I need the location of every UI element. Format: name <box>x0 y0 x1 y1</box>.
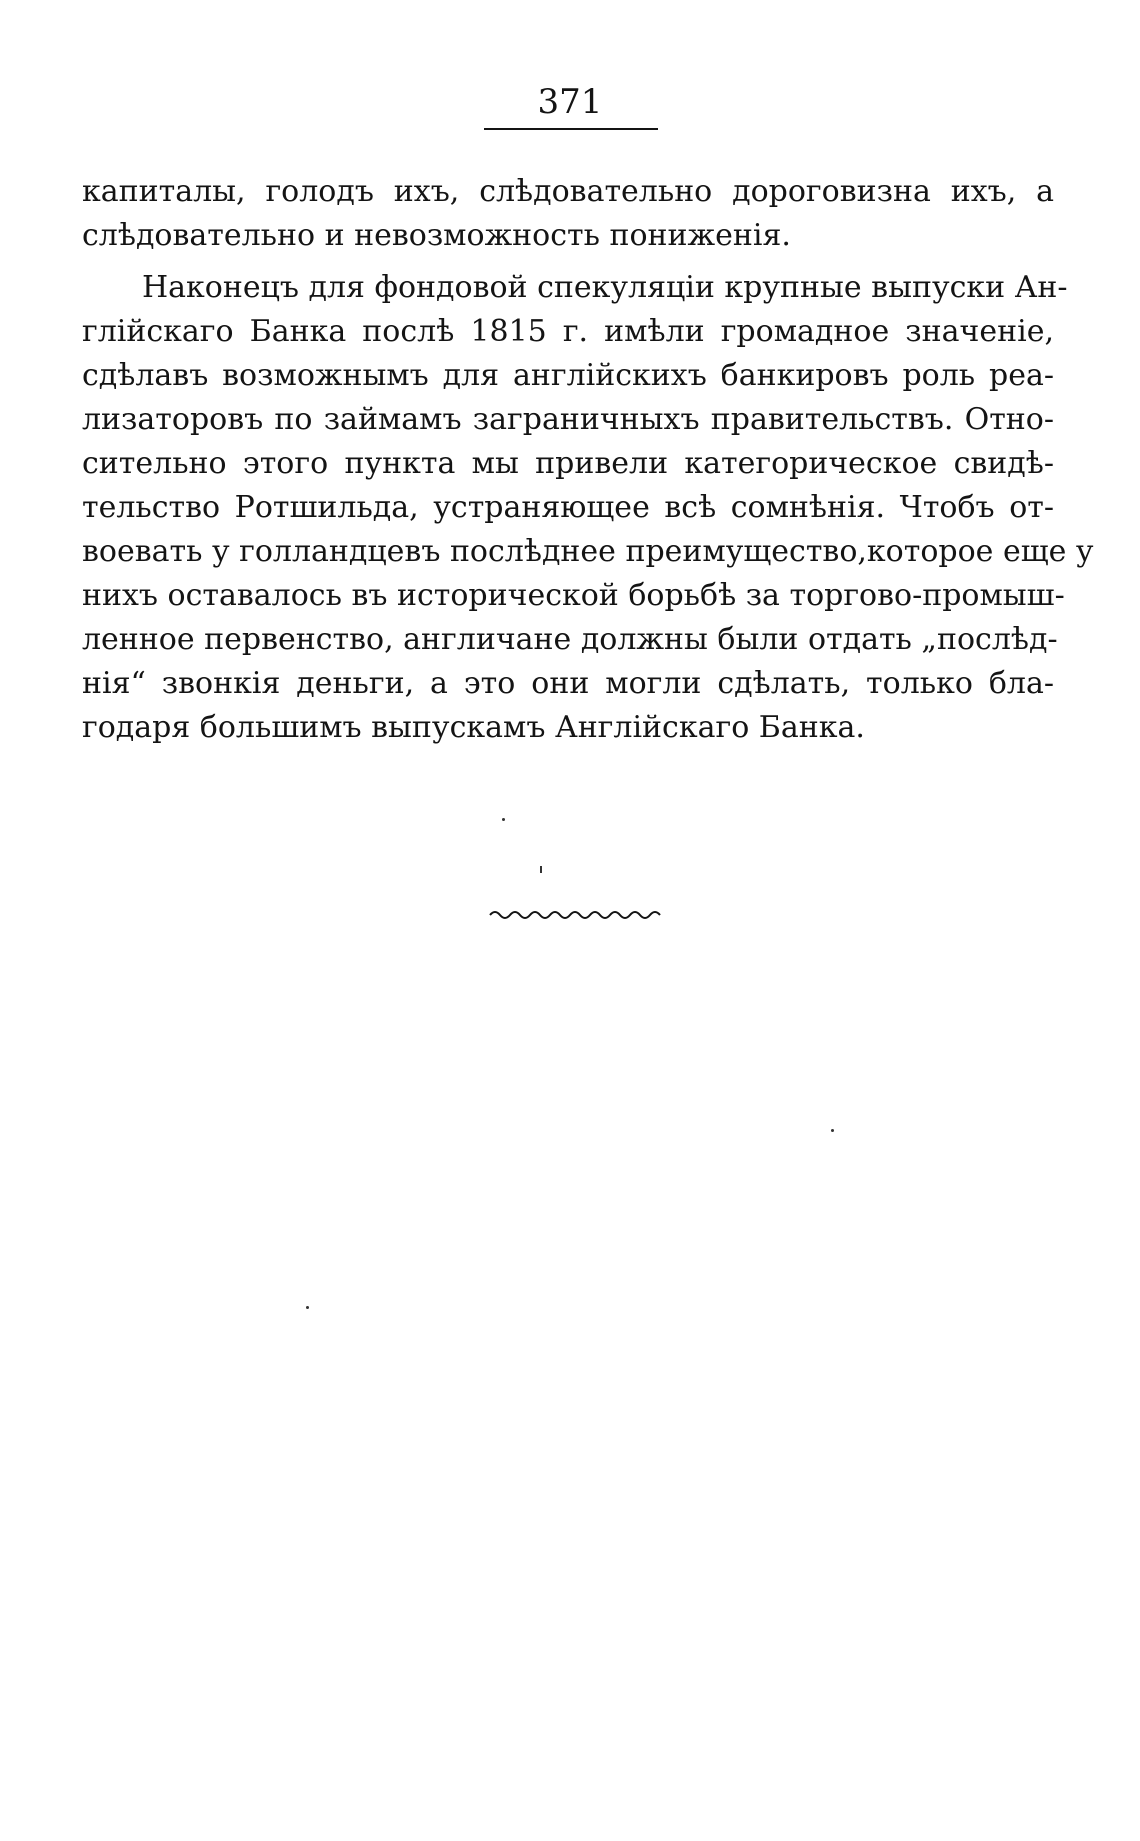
paragraph-2 <box>82 266 1094 750</box>
paper-speck <box>502 818 505 821</box>
text-line: глійскаго Банка послѣ 1815 г. имѣли громадное значеніе, <box>82 314 1054 349</box>
text-line: сдѣлавъ возможнымъ для англійскихъ банкировъ роль реа- <box>82 358 1054 393</box>
paragraph-1 <box>82 170 1054 258</box>
paper-speck <box>831 1129 834 1132</box>
wavy-line-ornament <box>488 908 664 922</box>
text-line: нія“ звонкія деньги, а это они могли сдѣлать, только бла- <box>82 666 1054 701</box>
paper-speck <box>306 1306 309 1309</box>
paper-speck <box>540 866 542 873</box>
text-line: воевать у голландцевъ послѣднее преимущество,которое еще у <box>82 534 1094 569</box>
text-line: сительно этого пункта мы привели категорическое свидѣ- <box>82 446 1054 481</box>
page-number: 371 <box>537 82 603 122</box>
text-line: слѣдовательно и невозможность пониженія. <box>82 218 791 253</box>
text-line: тельство Ротшильда, устраняющее всѣ сомнѣнія. Чтобъ от- <box>82 490 1054 525</box>
text-line: нихъ оставалось въ исторической борьбѣ за торгово-промыш- <box>82 578 1065 613</box>
text-line: лизаторовъ по займамъ заграничныхъ правительствъ. Отно- <box>82 402 1054 437</box>
text-line: ленное первенство, англичане должны были отдать „послѣд- <box>82 622 1058 657</box>
header-rule <box>484 128 658 130</box>
text-line: Наконецъ для фондовой спекуляціи крупные выпуски Ан- <box>142 270 1068 305</box>
text-line: капиталы, голодъ ихъ, слѣдовательно дороговизна ихъ, а <box>82 174 1054 209</box>
body-text <box>82 170 1094 750</box>
text-line: годаря большимъ выпускамъ Англійскаго Банка. <box>82 710 865 745</box>
